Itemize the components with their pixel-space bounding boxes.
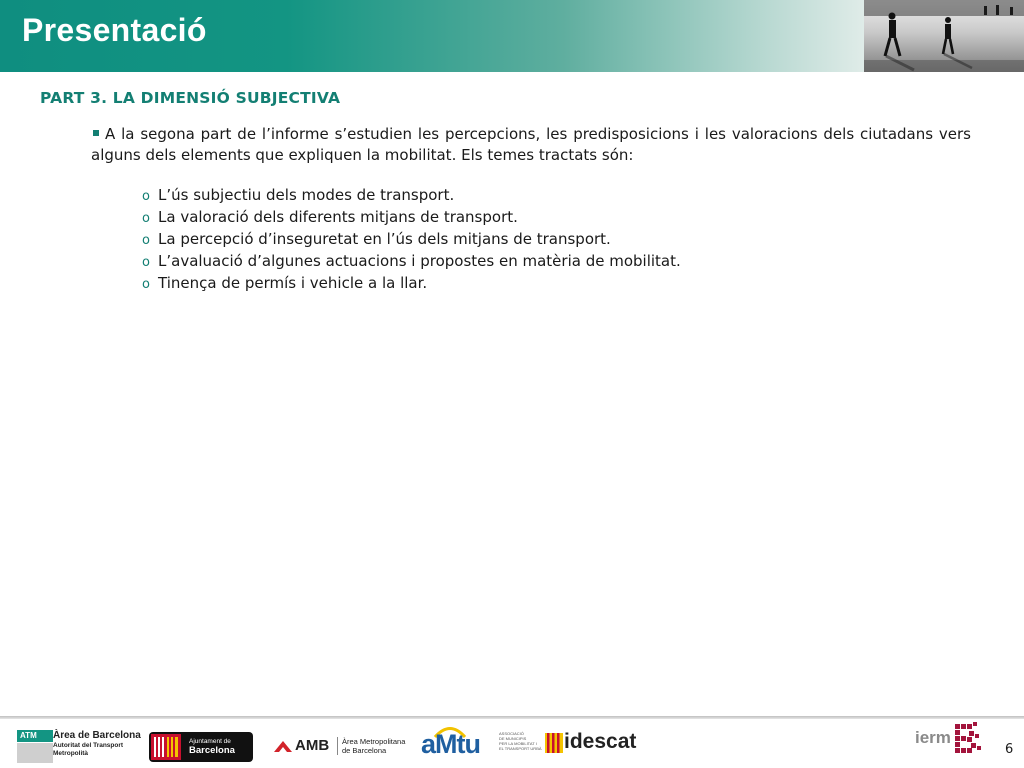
- atm-logo-line3: Metropolità: [53, 750, 89, 757]
- circle-bullet-icon: o: [142, 255, 150, 270]
- circle-bullet-icon: o: [142, 277, 150, 292]
- slide-title: Presentació: [22, 12, 207, 48]
- circle-bullet-icon: o: [142, 233, 150, 248]
- circle-bullet-icon: o: [142, 211, 150, 226]
- ajuntament-logo-line1: Ajuntament de: [189, 738, 231, 745]
- section-heading: PART 3. LA DIMENSIÓ SUBJECTIVA: [40, 89, 341, 107]
- square-bullet-icon: [93, 130, 99, 136]
- amtu-logo-line1: ASSOCIACIÓ: [499, 731, 524, 736]
- list-item: o La percepció d’inseguretat en l’ús dels mitjans de transport.: [142, 229, 681, 251]
- atm-logo-mark: [17, 743, 53, 763]
- list-item: o La valoració dels diferents mitjans de transport.: [142, 207, 681, 229]
- atm-logo-line2: Autoritat del Transport: [53, 742, 124, 749]
- list-item: o Tinença de permís i vehicle a la llar.: [142, 273, 681, 295]
- atm-logo-abbr: ATM: [17, 730, 53, 742]
- header-photo: [864, 0, 1024, 72]
- idescat-logo-name: idescat: [564, 730, 637, 753]
- header-band: [0, 0, 1024, 72]
- amb-logo-line1: Àrea Metropolitana: [342, 737, 406, 746]
- iermb-pixel-b-icon: [955, 722, 983, 756]
- amb-logo-divider: [337, 737, 338, 755]
- atm-logo-line1: Àrea de Barcelona: [53, 730, 141, 741]
- intro-paragraph: [91, 124, 971, 166]
- idescat-flag-icon: [545, 733, 563, 753]
- amtu-logo-line3: PER LA MOBILITAT I: [499, 741, 537, 746]
- ajuntament-shield-icon: [151, 734, 181, 760]
- circle-bullet-icon: o: [142, 189, 150, 204]
- list-item: o L’avaluació d’algunes actuacions i propostes en matèria de mobilitat.: [142, 251, 681, 273]
- amtu-logo-name: aMtu: [421, 729, 480, 759]
- amb-logo-abbr: AMB: [295, 737, 330, 754]
- amtu-logo-line2: DE MUNICIPIS: [499, 736, 527, 741]
- page-number: 6: [1005, 742, 1014, 757]
- amtu-logo-line4: EL TRANSPORT URBÀ: [499, 746, 542, 751]
- list-item: o L’ús subjectiu dels modes de transport.: [142, 185, 681, 207]
- amb-logo-line2: de Barcelona: [342, 746, 387, 755]
- ajuntament-logo-line2: Barcelona: [189, 745, 235, 756]
- pedestrians-photo: [864, 0, 1024, 72]
- intro-text: A la segona part de l’informe s’estudien les percepcions, les predisposicions i les valoracions dels ciutadans vers alguns dels elements que expliquen la mobilitat. Els temes tractats són:: [91, 125, 971, 164]
- footer-divider: [0, 716, 1024, 719]
- iermb-logo-name: ierm: [915, 728, 951, 747]
- topics-list: [142, 185, 681, 295]
- amb-chevron-icon: [272, 738, 294, 754]
